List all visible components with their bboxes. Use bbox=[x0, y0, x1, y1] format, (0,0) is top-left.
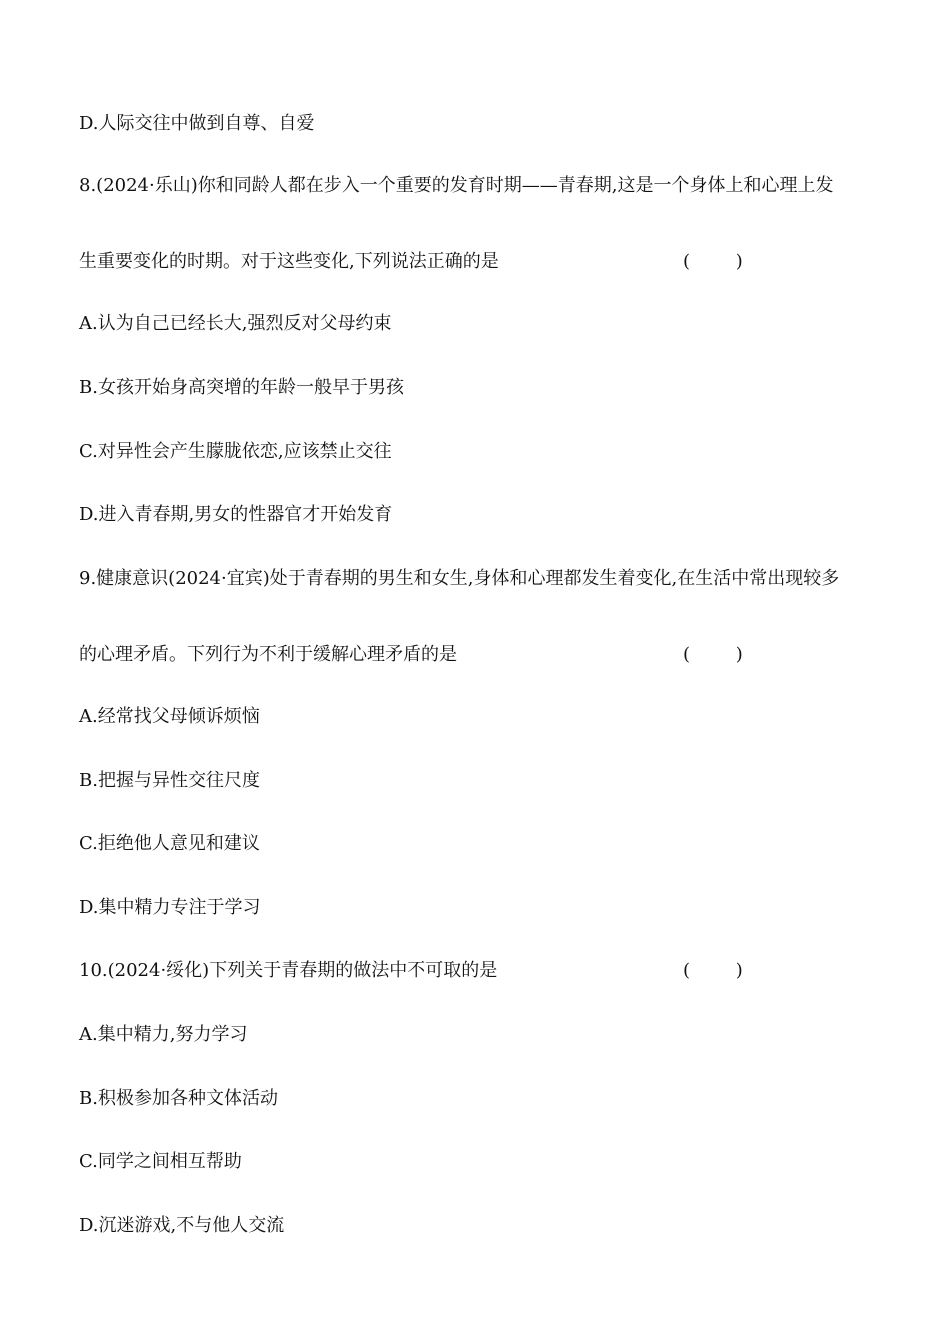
q8-option-a: A.认为自己已经长大,强烈反对父母约束 bbox=[79, 313, 392, 334]
q8-stem-line-2: 生重要变化的时期。对于这些变化,下列说法正确的是 bbox=[79, 251, 499, 272]
q9-option-a: A.经常找父母倾诉烦恼 bbox=[79, 706, 260, 727]
q10-option-d: D.沉迷游戏,不与他人交流 bbox=[79, 1215, 285, 1236]
q8-option-c: C.对异性会产生朦胧依恋,应该禁止交往 bbox=[79, 441, 392, 462]
q8-stem-line-1: 8.(2024·乐山)你和同龄人都在步入一个重要的发育时期——青春期,这是一个身体上和心理上发 bbox=[79, 175, 834, 196]
q10-stem-line-1: 10.(2024·绥化)下列关于青春期的做法中不可取的是 bbox=[79, 960, 498, 981]
q7-option-d: D.人际交往中做到自尊、自爱 bbox=[79, 113, 315, 134]
q10-option-a: A.集中精力,努力学习 bbox=[79, 1024, 248, 1045]
q9-option-b: B.把握与异性交往尺度 bbox=[79, 770, 260, 791]
q9-answer-blank: ( ) bbox=[683, 644, 743, 665]
q9-stem-line-2: 的心理矛盾。下列行为不利于缓解心理矛盾的是 bbox=[79, 644, 457, 665]
q8-option-b: B.女孩开始身高突增的年龄一般早于男孩 bbox=[79, 377, 404, 398]
q9-option-c: C.拒绝他人意见和建议 bbox=[79, 833, 260, 854]
q10-answer-blank: ( ) bbox=[683, 960, 743, 981]
q8-option-d: D.进入青春期,男女的性器官才开始发育 bbox=[79, 504, 393, 525]
q10-option-b: B.积极参加各种文体活动 bbox=[79, 1088, 278, 1109]
q10-option-c: C.同学之间相互帮助 bbox=[79, 1151, 242, 1172]
q9-option-d: D.集中精力专注于学习 bbox=[79, 897, 261, 918]
q8-answer-blank: ( ) bbox=[683, 251, 743, 272]
q9-stem-line-1: 9.健康意识(2024·宜宾)处于青春期的男生和女生,身体和心理都发生着变化,在生活中常出现较多 bbox=[79, 568, 840, 589]
